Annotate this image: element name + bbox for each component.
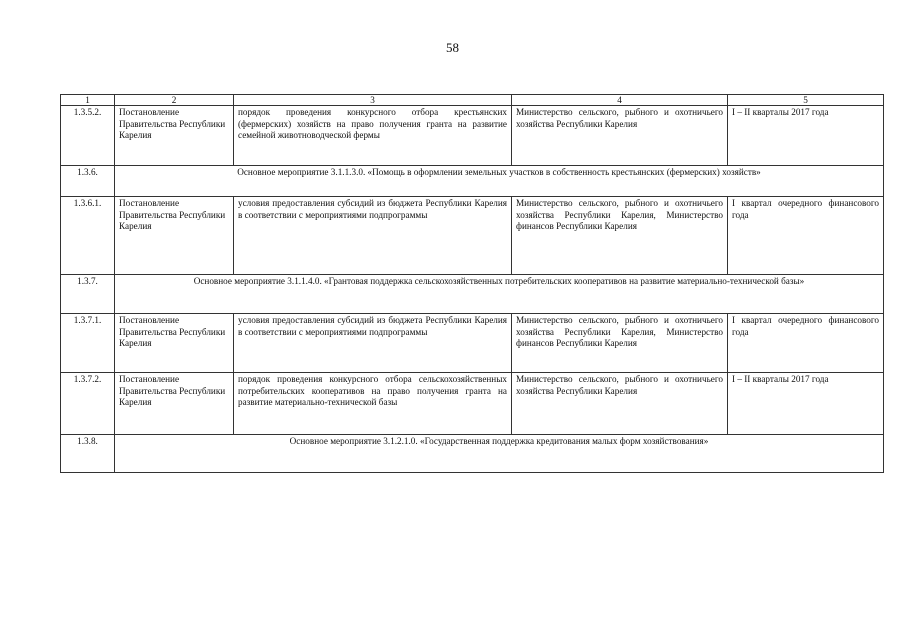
table-header-row	[61, 95, 884, 106]
row-number: 1.3.5.2.	[61, 106, 115, 166]
responsible-executor: Министерство сельского, рыбного и охотничьего хозяйства Республики Карелия, Министерство финансов Республики Карелия	[512, 197, 728, 275]
adoption-period: I квартал очередного финансового года	[728, 314, 884, 373]
header-col-3: 3	[234, 95, 512, 106]
row-number: 1.3.7.	[61, 275, 115, 314]
adoption-period: I квартал очередного финансового года	[728, 197, 884, 275]
header-col-1: 1	[61, 95, 115, 106]
row-number: 1.3.6.1.	[61, 197, 115, 275]
responsible-executor: Министерство сельского, рыбного и охотничьего хозяйства Республики Карелия	[512, 106, 728, 166]
row-number: 1.3.6.	[61, 166, 115, 197]
adoption-period: I – II кварталы 2017 года	[728, 106, 884, 166]
adoption-period: I – II кварталы 2017 года	[728, 373, 884, 435]
section-row	[61, 435, 884, 473]
document-type: Постановление Правительства Республики Карелия	[115, 373, 234, 435]
table-row	[61, 106, 884, 166]
document-type: Постановление Правительства Республики Карелия	[115, 106, 234, 166]
section-title: Основное мероприятие 3.1.2.1.0. «Государственная поддержка кредитования малых форм хозяйствования»	[115, 435, 884, 473]
row-number: 1.3.7.1.	[61, 314, 115, 373]
document-type: Постановление Правительства Республики Карелия	[115, 314, 234, 373]
header-col-4: 4	[512, 95, 728, 106]
row-number: 1.3.7.2.	[61, 373, 115, 435]
document-subject: условия предоставления субсидий из бюджета Республики Карелия в соответствии с мероприятиями подпрограммы	[234, 314, 512, 373]
document-subject: порядок проведения конкурсного отбора сельскохозяйственных потребительских кооперативов на право получения гранта на развитие материально-технической базы	[234, 373, 512, 435]
document-subject: условия предоставления субсидий из бюджета Республики Карелия в соответствии с мероприятиями подпрограммы	[234, 197, 512, 275]
section-title: Основное мероприятие 3.1.1.3.0. «Помощь в оформлении земельных участков в собственность крестьянских (фермерских) хозяйств»	[115, 166, 884, 197]
header-col-2: 2	[115, 95, 234, 106]
document-subject: порядок проведения конкурсного отбора крестьянских (фермерских) хозяйств на право получения гранта на развитие семейной животноводческой фермы	[234, 106, 512, 166]
header-col-5: 5	[728, 95, 884, 106]
responsible-executor: Министерство сельского, рыбного и охотничьего хозяйства Республики Карелия	[512, 373, 728, 435]
document-type: Постановление Правительства Республики Карелия	[115, 197, 234, 275]
document-table	[60, 94, 884, 473]
section-row	[61, 275, 884, 314]
responsible-executor: Министерство сельского, рыбного и охотничьего хозяйства Республики Карелия, Министерство финансов Республики Карелия	[512, 314, 728, 373]
table-row	[61, 373, 884, 435]
section-row	[61, 166, 884, 197]
page-number: 58	[446, 40, 459, 55]
row-number: 1.3.8.	[61, 435, 115, 473]
table-row	[61, 197, 884, 275]
table-row	[61, 314, 884, 373]
section-title: Основное мероприятие 3.1.1.4.0. «Грантовая поддержка сельскохозяйственных потребительских кооперативов на развитие материально-технической базы»	[115, 275, 884, 314]
